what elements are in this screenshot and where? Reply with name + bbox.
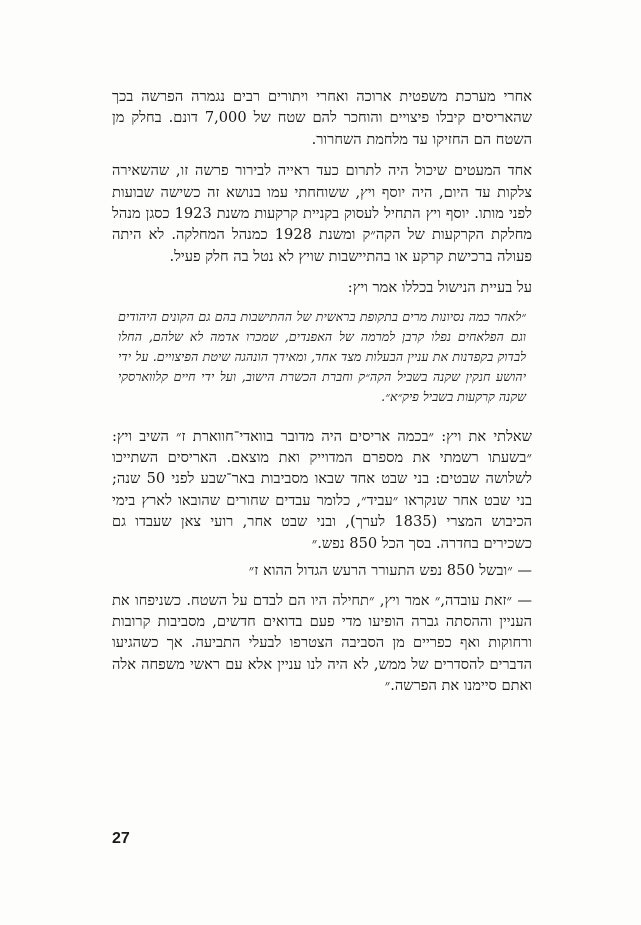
main-text <box>112 86 532 705</box>
quote-intro: על בעיית הנישול בכללו אמר ויץ: <box>347 279 532 297</box>
paragraph-1: אחרי מערכת משפטית ארוכה ואחרי ויתורים רבים נגמרה הפרשה בכך שהאריסים קיבלו פיצויים והוחכר להם שטח של 7,000 דונם. בחלק מן השטח הם החזיקו עד מלחמת השחרור. <box>112 88 532 148</box>
dialog-line-2: — ״זאת עובדה,״ אמר ויץ, ״תחילה היו הם לבדם על השטח. כשניפחו את העניין וההסתה גברה הופיעו מדי פעם בדואים חדשים, מסביבות קרובות ורחוקות ואף כפריים מן הסביבה הצטרפו לבעלי התביעה. אך כשהגיעו הדברים להסדרים של ממש, לא היה לנו עניין אלא עם ראשי משפחה אלה ואתם סיימנו את הפרשה.״ <box>112 591 532 695</box>
dialog-line-1: — ״ובשל 850 נפש התעורר הרעש הגדול ההוא ז״ <box>248 562 532 580</box>
paragraph-3: שאלתי את ויץ: ״בכמה אריסים היה מדובר בוואדי־חווארת ז״ השיב ויץ: ״בשעתו רשמתי את מספרם המדוייק ואת מוצאם. האריסים השתייכו לשלושה שבטים: בני שבט אחד שבאו מסביבות באר־שבע לפני 50 שנה; בני שבט אחר שנקראו ״עביד״, כלומר עבדים שחורים שהובאו לארץ בימי הכיבוש המצרי (1835 לערך), ובני שבט אחר, רועי צאן שעבדו גם כשכירים בחדרה. בסך הכל 850 נפש.״ <box>112 427 533 552</box>
block-quote: ״לאחר כמה נסיונות מרים בתקופת בראשית של ההתישבות בהם גם הקונים היהודים וגם הפלאחים נפלו קרבן למרמה של האפנדים, שמכרו אדמה לא שלהם, החלו לבדוק בקפדנות את עניין הבעלות מצד אחד, ומאידך הונהגה שיטת הפיצויים. על ידי יהושע חנקין שקנה בשביל הקה״ק וחברת הכשרת הישוב, ועל ידי חיים קלווארסקי שקנה קרקעות בשביל פיק״א״. <box>118 308 526 405</box>
paragraph-2: אחד המעטים שיכול היה לתרום כעד ראייה לבירור פרשה זו, שהשאירה צלקות עד היום, היה יוסף ויץ, ששוחחתי עמו בנושא זה כשישה שבועות לפני מותו. יוסף ויץ התחיל לעסוק בקניית קרקעות משנת 1923 כסגן מנהל מחלקת הקרקעות של הקה״ק ומשנת 1928 כמנהל המחלקה. לא היתה פעולה ברכישת קרקע או בהתיישבות שויץ לא נטל בה חלק פעיל. <box>112 162 532 265</box>
page-number: 27 <box>112 830 130 847</box>
